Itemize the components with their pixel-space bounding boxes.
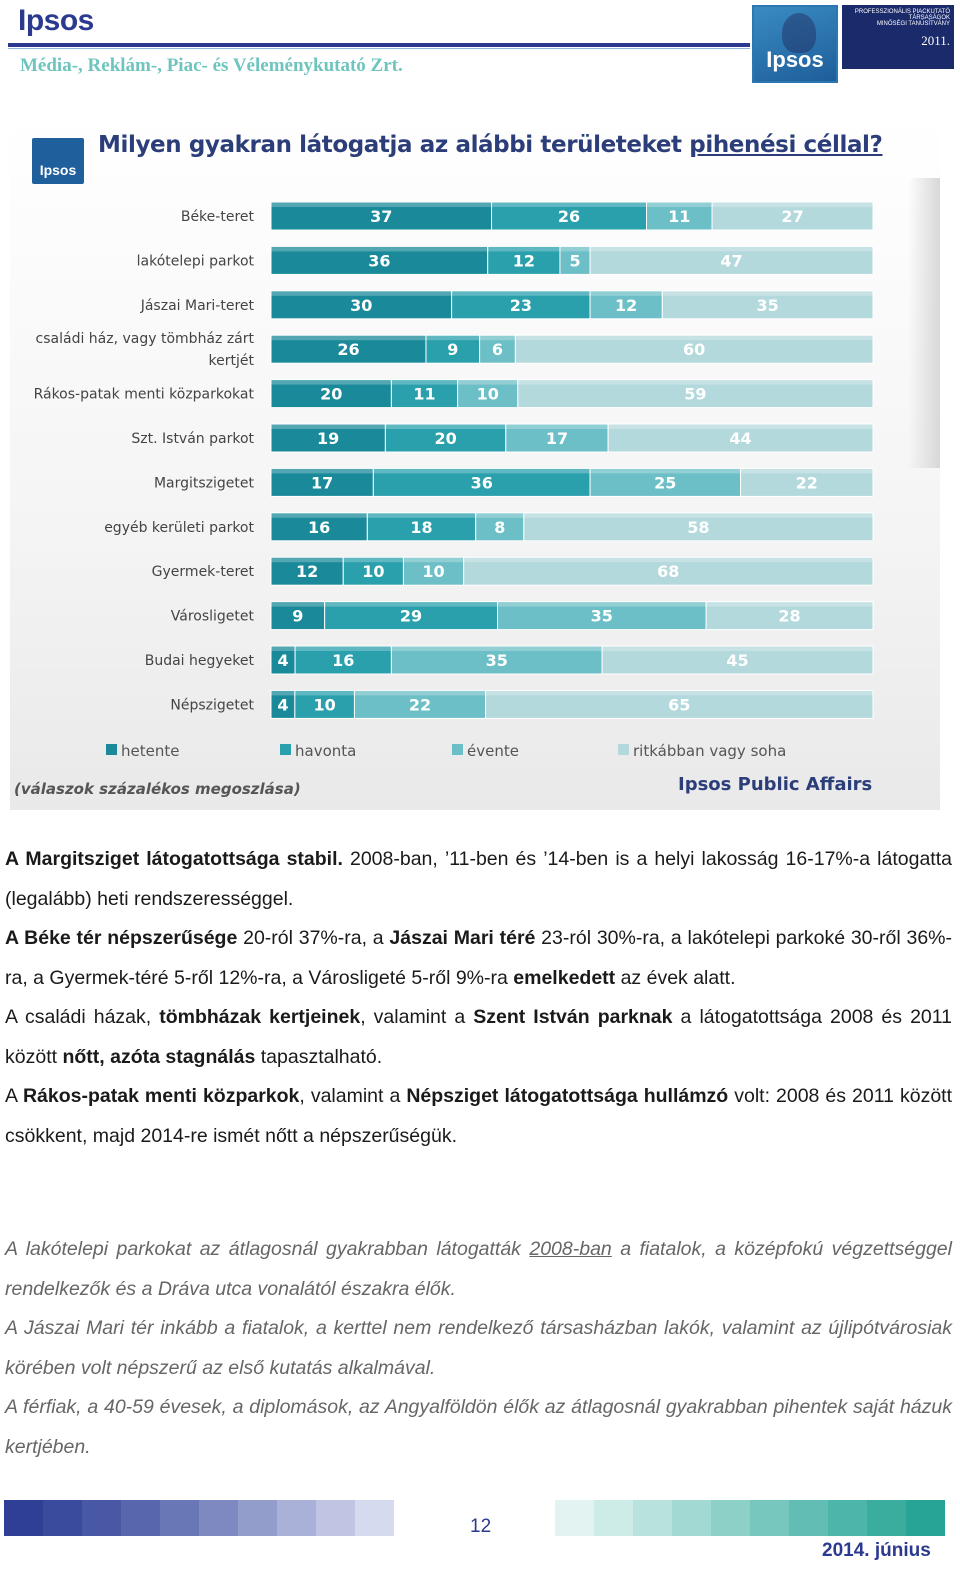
demographic-paragraph xyxy=(5,1388,952,1467)
bar-value-label: 22 xyxy=(795,473,818,493)
chart-ipsos-logo: Ipsos xyxy=(32,138,84,184)
footer-color-block xyxy=(711,1500,750,1536)
bar-value-label: 65 xyxy=(668,695,691,715)
footer-color-block xyxy=(750,1500,789,1536)
category-label: Népszigetet xyxy=(170,697,254,714)
certificate-line1: PROFESSZIONÁLIS PIACKUTATÓ TÁRSASÁGOK xyxy=(854,9,950,21)
demographic-text-run: A Jászai Mari tér inkább a fiatalok, a kerttel nem rendelkező társasházban lakók, valamint az újlipótvárosiak körében volt népszerű az első kutatás alkalmával. xyxy=(5,1317,952,1379)
bar-value-label: 9 xyxy=(447,340,459,360)
bar-value-label: 36 xyxy=(368,251,391,271)
legend-label: hetente xyxy=(121,742,180,760)
legend-swatch xyxy=(280,744,291,755)
footer-color-strip-left xyxy=(4,1500,394,1536)
bar-value-label: 44 xyxy=(729,429,752,448)
finding-text-run: tömbházak kertjeinek xyxy=(159,1006,361,1028)
category-label: egyéb kerületi parkot xyxy=(104,519,254,536)
demographic-text-run: A lakótelepi parkokat az átlagosnál gyakrabban látogatták xyxy=(5,1238,530,1260)
legend-label: ritkábban vagy soha xyxy=(633,742,787,760)
findings-paragraphs xyxy=(5,840,952,1156)
demographic-text-run: a fiatalok, a középfokú végzettséggel rendelkezők és a Dráva utca vonalától északra élők. xyxy=(5,1238,952,1300)
chart-title-text: Milyen gyakran látogatja az alábbi területeket xyxy=(98,132,690,158)
bar-value-label: 59 xyxy=(684,384,707,404)
category-label: Béke-teret xyxy=(180,209,254,225)
footer-color-block xyxy=(43,1500,82,1536)
certificate-line2: MINŐSÉGI TANÚSÍTVÁNY xyxy=(876,21,950,27)
category-label: Gyermek-teret xyxy=(151,564,254,581)
bar-value-label: 10 xyxy=(422,562,445,582)
finding-text-run: tapasztalható. xyxy=(255,1045,383,1068)
footer-color-block xyxy=(867,1500,906,1536)
finding-text-run: A családi házak, xyxy=(5,1006,160,1028)
footer-color-block xyxy=(160,1500,199,1536)
bar-value-label: 23 xyxy=(509,295,532,315)
chart-note: (válaszok százalékos megoszlása) xyxy=(14,780,301,798)
bar-value-label: 12 xyxy=(512,251,535,271)
footer-color-block xyxy=(238,1500,277,1536)
demographic-paragraphs xyxy=(5,1230,952,1467)
bar-value-label: 58 xyxy=(687,517,710,537)
finding-paragraph xyxy=(5,840,952,919)
bar-value-label: 26 xyxy=(337,340,360,360)
footer-color-strip-right xyxy=(555,1500,945,1536)
bar-value-label: 16 xyxy=(308,517,331,537)
footer-color-block xyxy=(633,1500,672,1536)
finding-text-run: Szent István parknak xyxy=(473,1006,673,1028)
demographic-paragraph xyxy=(5,1230,952,1309)
bar-value-label: 12 xyxy=(615,295,638,315)
category-label: Jászai Mari-teret xyxy=(140,297,254,314)
finding-paragraph xyxy=(5,919,952,998)
bar-value-label: 37 xyxy=(370,207,393,226)
bar-value-label: 28 xyxy=(778,606,801,626)
finding-text-run: 2008-ban, ’11-ben és ’14-ben is a helyi lakosság 16-17%-a látogatta (legalább) heti rendszerességgel. xyxy=(5,848,952,910)
bar-value-label: 35 xyxy=(756,295,779,315)
legend-label: havonta xyxy=(295,742,357,760)
demographic-paragraph xyxy=(5,1309,952,1388)
page-number: 12 xyxy=(470,1516,492,1537)
bar-value-label: 11 xyxy=(413,384,436,404)
footer-color-block xyxy=(594,1500,633,1536)
bar-value-label: 10 xyxy=(313,695,336,715)
category-label: Margitszigetet xyxy=(153,475,254,492)
bar-value-label: 26 xyxy=(557,207,581,226)
bar-value-label: 10 xyxy=(476,384,499,404)
finding-text-run: Rákos-patak menti közparkok xyxy=(22,1085,300,1107)
footer-color-block xyxy=(906,1500,945,1536)
bar-value-label: 8 xyxy=(494,517,506,537)
category-label: Budai hegyeket xyxy=(144,653,254,669)
footer-color-block xyxy=(555,1500,594,1536)
chart-source: Ipsos Public Affairs xyxy=(678,774,873,795)
finding-text-run: nőtt, azóta stagnálás xyxy=(62,1045,256,1068)
bar-value-label: 6 xyxy=(491,340,504,360)
finding-text-run: A Margitsziget látogatottsága stabil. xyxy=(5,848,343,870)
legend-swatch xyxy=(618,744,629,755)
legend-swatch xyxy=(452,744,463,755)
bar-value-label: 68 xyxy=(657,562,680,582)
bar-value-label: 27 xyxy=(781,207,804,226)
bar-value-label: 10 xyxy=(362,562,385,582)
legend-swatch xyxy=(106,744,117,755)
finding-paragraph xyxy=(5,998,952,1077)
bar-value-label: 47 xyxy=(720,251,743,271)
demographic-text-run: 2008-ban xyxy=(529,1238,612,1260)
category-label: családi ház, vagy tömbház zárt kertjét xyxy=(35,331,254,370)
bar-value-label: 60 xyxy=(683,340,706,360)
footer-color-block xyxy=(355,1500,394,1536)
finding-text-run: 20-ról 37%-ra, a xyxy=(237,927,390,949)
company-subtitle: Média-, Reklám-, Piac- és Véleménykutató Zrt. xyxy=(20,55,403,76)
footer-color-block xyxy=(4,1500,43,1536)
brand-name: Ipsos xyxy=(18,4,94,37)
chart-title-underlined: pihenési céllal? xyxy=(689,132,883,158)
bar-value-label: 16 xyxy=(332,651,355,670)
bar-value-label: 5 xyxy=(569,251,581,271)
finding-text-run: 23-ról 30%-ra, a lakótelepi parkoké 30-ről 36%-ra, a Gyermek-téré 5-ről 12%-ra, a Városligeté 5-ről 9%-ra xyxy=(5,927,952,989)
category-label: Városligetet xyxy=(170,608,254,625)
bar-value-label: 17 xyxy=(311,473,334,493)
bar-value-label: 9 xyxy=(292,606,304,626)
category-label: Rákos-patak menti közparkokat xyxy=(33,386,254,403)
finding-text-run: A xyxy=(5,1085,23,1107)
bar-value-label: 4 xyxy=(277,651,289,670)
finding-paragraph xyxy=(5,1077,952,1156)
finding-text-run: A Béke tér népszerűsége xyxy=(5,927,238,949)
footer-color-block xyxy=(199,1500,238,1536)
bar-value-label: 17 xyxy=(545,429,569,448)
certificate-year: 2011. xyxy=(921,33,950,48)
bar-value-label: 4 xyxy=(277,695,289,715)
bar-value-label: 20 xyxy=(434,429,457,448)
bar-value-label: 11 xyxy=(668,207,691,226)
bar-value-label: 25 xyxy=(654,473,677,493)
bar-value-label: 20 xyxy=(320,384,343,404)
bar-value-label: 35 xyxy=(485,651,508,670)
bar-value-label: 12 xyxy=(295,562,319,582)
bar-value-label: 22 xyxy=(408,695,432,715)
bar-value-label: 30 xyxy=(350,295,373,315)
legend-label: évente xyxy=(467,742,519,760)
finding-text-run: az évek alatt. xyxy=(615,966,736,989)
footer-color-block xyxy=(82,1500,121,1536)
finding-text-run: Jászai Mari téré xyxy=(389,927,536,949)
footer-color-block xyxy=(672,1500,711,1536)
finding-text-run: , valamint a xyxy=(360,1006,474,1028)
finding-text-run: , valamint a xyxy=(299,1085,407,1107)
category-label: Szt. István parkot xyxy=(131,431,254,447)
footer-color-block xyxy=(828,1500,867,1536)
footer-color-block xyxy=(277,1500,316,1536)
bar-value-label: 45 xyxy=(726,651,749,670)
footer-color-block xyxy=(316,1500,355,1536)
logo-text: Ipsos xyxy=(766,47,824,72)
bar-value-label: 29 xyxy=(399,606,423,626)
footer-color-block xyxy=(121,1500,160,1536)
footer-date: 2014. június xyxy=(822,1540,931,1561)
finding-text-run: Népsziget látogatottsága hullámzó xyxy=(406,1085,729,1107)
bar-value-label: 35 xyxy=(590,606,613,626)
bar-value-label: 36 xyxy=(470,473,493,493)
finding-text-run: a látogatottsága 2008 és 2011 között xyxy=(5,1006,953,1068)
bar-value-label: 19 xyxy=(317,429,340,448)
finding-text-run: emelkedett xyxy=(513,966,616,989)
demographic-text-run: A férfiak, a 40-59 évesek, a diplomások, az Angyalföldön élők az átlagosnál gyakrabban pihentek saját házuk kertjében. xyxy=(5,1396,952,1458)
category-label: lakótelepi parkot xyxy=(136,253,254,270)
finding-text-run: volt: 2008 és 2011 között csökkent, majd 2014-re ismét nőtt a népszerűségük. xyxy=(5,1085,952,1147)
bar-value-label: 18 xyxy=(410,517,433,537)
footer-color-block xyxy=(789,1500,828,1536)
